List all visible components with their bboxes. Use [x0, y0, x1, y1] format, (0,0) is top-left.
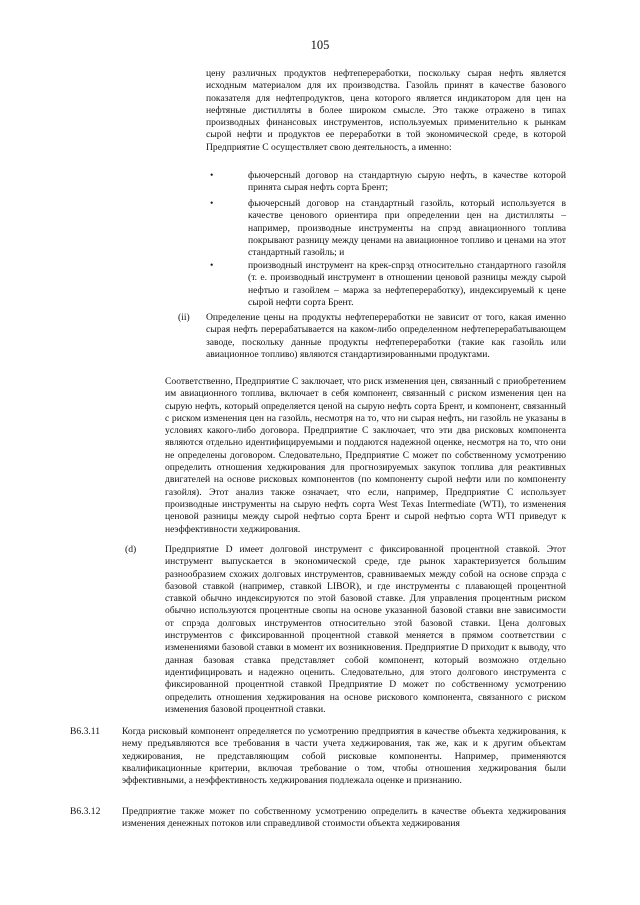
paragraph-b6-3-12: Предприятие также может по собственному усмотрению определить в качестве объекта хеджирования изменения денежных потоков или справедливой стоимости объекта хеджирования — [122, 806, 566, 830]
paragraph-b6-3-11: Когда рисковый компонент определяется по усмотрению предприятия в качестве объекта хеджирования, к нему предъявляются все требования в части учета хеджирования, так же, как и к другим объектам хеджирования, не представляющим собой рисковые компоненты. Например, применяются квалификационные критерии, включая требование о том, чтобы отношения хеджирования были эффективными, а неэффективность хеджирования подлежала оценке и признанию. — [122, 726, 566, 787]
intro-paragraph: цену различных продуктов нефтепереработки, поскольку сырая нефть является исходным материалом для их производства. Газойль принят в качестве базового показателя для нефтепродуктов, цена которого является индикатором для цен на нефтяные дистилляты в более широком смысле. Это также отражено в типах производных финансовых инструментов, используемых применительно к рынкам сырой нефти и продуктов ее переработки в той экономической среде, в которой Предприятие С осуществляет свою деятельность, а именно: — [206, 68, 566, 153]
item-d-text: Предприятие D имеет долговой инструмент с фиксированной процентной ставкой. Этот инструмент выпускается в экономической среде, где рынок характеризуется большим разнообразием схожих долговых инструментов, сравниваемых между собой на основе спрэда с базовой ставкой (например, ставкой LIBOR), и где инструменты с плавающей процентной ставкой обычно индексируются по этой базовой ставке. Для управления процентным риском обычно используются процентные свопы на основе указанной базовой ставки вне зависимости от спрэда долговых инструментов относительно этой базовой ставки. Цена долговых инструментов с фиксированной процентной ставкой меняется в прямом соответствии с изменениями базовой ставки в момент их возникновения. Предприятие D приходит к выводу, что данная базовая ставка представляет собой компонент, который возможно отдельно идентифицировать и надежно оценить. Следовательно, для этого долгового инструмента с фиксированной процентной ставкой Предприятие D может по собственному усмотрению определить отношения хеджирования на основе рискового компонента, связанного с риском изменения базовой процентной ставки. — [165, 544, 566, 715]
item-d-marker: (d) — [125, 544, 137, 555]
bullet-marker: • — [210, 198, 214, 209]
paragraph-number-b6-3-11: B6.3.11 — [70, 726, 101, 737]
item-ii-marker: (ii) — [178, 312, 190, 323]
bullet-marker: • — [210, 170, 214, 181]
bullet-item-gasoil-futures: фьючерсный договор на стандартный газойль, который используется в качестве ценового ориентира при определении цен на дистилляты – например, производные инструменты на спрэд авиационного топлива покрывают разницу между ценами на авиационное топливо и ценами на этот стандартный газойль; и — [248, 198, 566, 259]
bullet-item-crack-spread: производный инструмент на крек-спрэд относительно стандартного газойля (т. е. производный инструмент в отношении ценовой разницы между сырой нефтью и газойлем – маржа за нефтепереработку), индексируемый к цене сырой нефти сорта Брент. — [248, 260, 566, 308]
paragraph-number-b6-3-12: B6.3.12 — [70, 806, 101, 817]
item-ii-text: Определение цены на продукты нефтепереработки не зависит от того, какая именно сырая нефть перерабатывается на каком-либо определенном нефтеперерабатывающем заводе, поскольку данные продукты нефтепереработки (такие как газойль или авиационное топливо) являются стандартизированными продуктами. — [206, 312, 566, 360]
page-number: 105 — [310, 38, 330, 52]
bullet-marker: • — [210, 260, 214, 271]
conclusion-paragraph: Соответственно, Предприятие С заключает, что риск изменения цен, связанный с приобретением им авиационного топлива, включает в себя компонент, связанный с риском изменения цен на сырую нефть, который определяется ценой на сырую нефть сорта Брент, и компонент, связанный с риском изменения цен на газойль, несмотря на то, что ни сырая нефть, ни газойль не указаны в условиях какого-либо договора. Предприятие С заключает, что эти два рисковых компонента являются отдельно идентифицируемыми и поддаются надежной оценке, несмотря на то, что они не определены договором. Следовательно, Предприятие С может по собственному усмотрению определить отношения хеджирования для прогнозируемых закупок топлива для реактивных двигателей на основе рисковых компонентов (по компоненту сырой нефти или по компоненту газойля). Этот анализ также означает, что если, например, Предприятие С использует производные инструменты на сырую нефть сорта West Texas Intermediate (WTI), то изменения ценовой разницы между сырой нефтью сорта Брент и сырой нефтью сорта WTI приведут к неэффективности хеджирования. — [165, 376, 566, 535]
bullet-item-brent-futures: фьючерсный договор на стандартную сырую нефть, в качестве которой принята сырая нефть сорта Брент; — [248, 170, 566, 194]
